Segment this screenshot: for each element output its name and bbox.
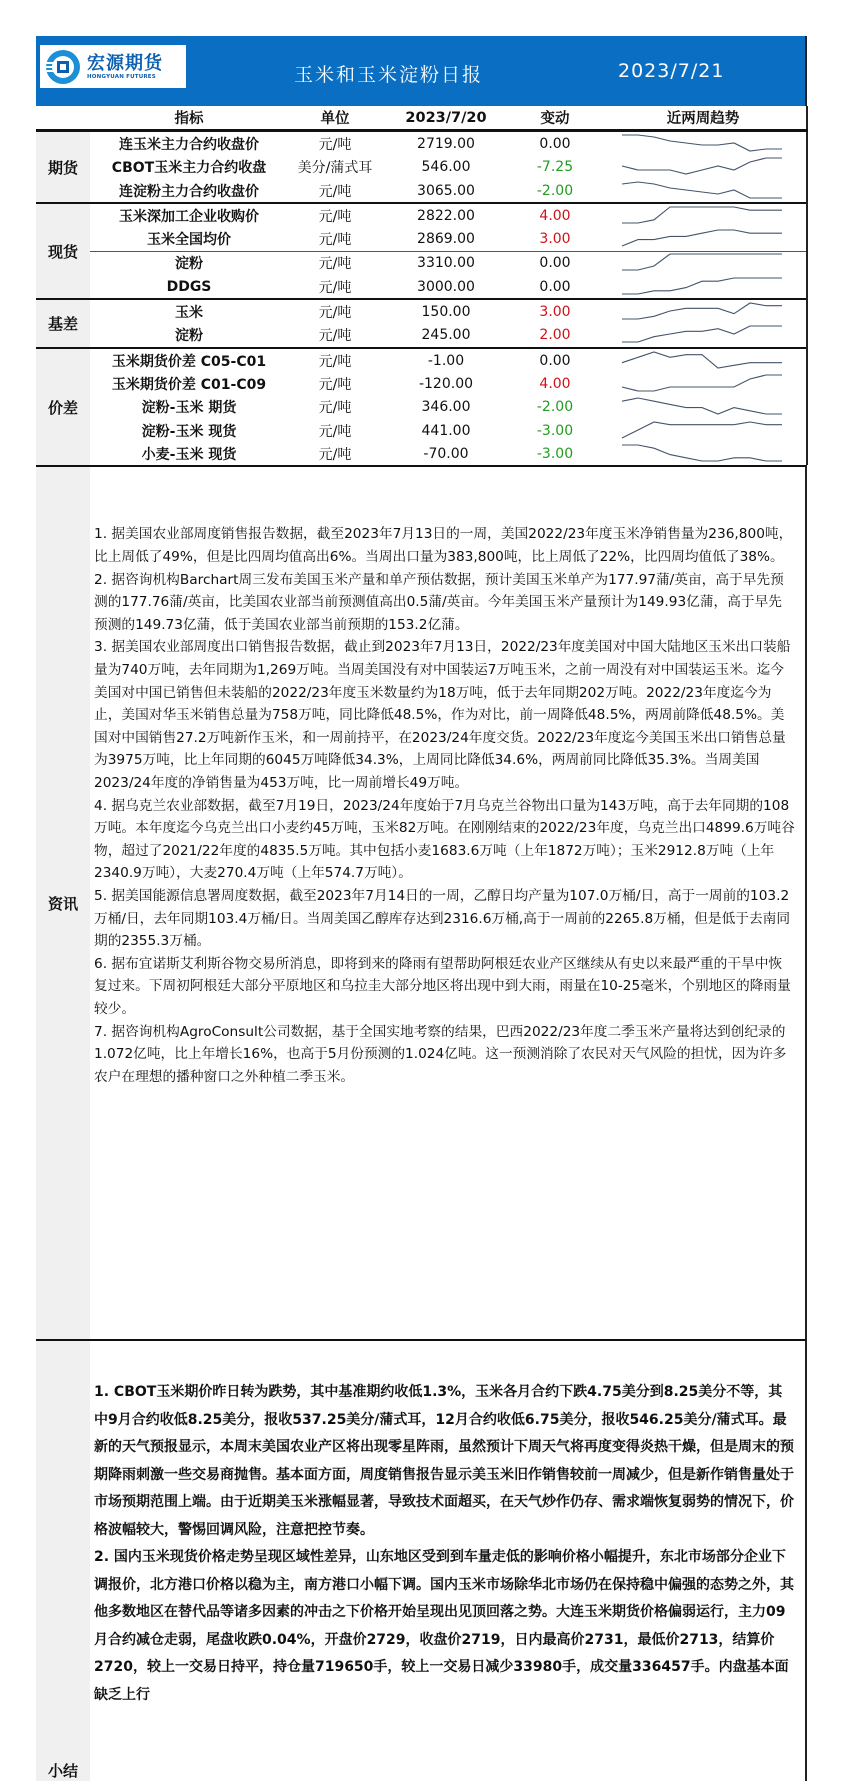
- report-date: 2023/7/21: [618, 60, 725, 82]
- value-cell: -1.00: [382, 348, 510, 372]
- change-cell: -7.25: [536, 159, 574, 176]
- change-cell: 0.00: [539, 135, 571, 152]
- trend-sparkline: [600, 442, 807, 465]
- table-row: [36, 372, 807, 395]
- value-cell: 3310.00: [382, 251, 510, 275]
- indicator-cell: 玉米全国均价: [147, 232, 231, 249]
- table-row: [36, 227, 807, 251]
- value-cell: 3065.00: [417, 182, 475, 199]
- indicator-cell: 连玉米主力合约收盘价: [119, 136, 259, 153]
- unit-cell: 元/吨: [288, 299, 382, 323]
- change-cell: 0.00: [510, 251, 600, 275]
- change-cell: -2.00: [536, 399, 574, 416]
- report-title: 玉米和玉米淀粉日报: [294, 64, 484, 86]
- table-row: [36, 179, 807, 203]
- change-cell: 2.00: [539, 327, 571, 344]
- category-label: 现货: [36, 203, 90, 299]
- unit-cell: 元/吨: [288, 203, 382, 227]
- table-row: [36, 324, 807, 348]
- logo-chinese-name: 宏源期货: [87, 52, 163, 74]
- table-row: [36, 156, 807, 179]
- category-label: 基差: [36, 299, 90, 348]
- header-change: 变动: [510, 106, 600, 131]
- header-category: [36, 106, 90, 131]
- indicator-cell: 淀粉-玉米 现货: [141, 423, 237, 440]
- category-label: 期货: [36, 131, 90, 203]
- trend-sparkline: [600, 324, 807, 348]
- news-item: 7. 据咨询机构AgroConsult公司数据，基于全国实地考察的结果，巴西2022/23年度二季玉米产量将达到创纪录的1.072亿吨，比上年增长16%，也高于5月份预测的1.024亿吨。这一预测消除了农民对天气风险的担忧，因为许多农户在理想的播种窗口之外种植二季玉米。: [94, 1023, 787, 1085]
- header-indicator: 指标: [90, 106, 288, 131]
- table-row: [36, 442, 807, 465]
- change-cell: 4.00: [539, 375, 571, 392]
- table-row: [36, 348, 807, 372]
- report-page: [36, 36, 807, 1781]
- news-body: [90, 467, 805, 1339]
- indicator-cell: 淀粉: [90, 251, 288, 275]
- table-row: [36, 131, 807, 156]
- table-row: [36, 203, 807, 227]
- summary-label: 小结: [36, 1341, 90, 1781]
- table-row: [36, 299, 807, 323]
- value-cell: 346.00: [421, 399, 471, 416]
- trend-sparkline: [600, 227, 807, 251]
- table-row: [36, 396, 807, 419]
- table-row: [36, 419, 807, 442]
- category-label: 价差: [36, 348, 90, 465]
- indicator-cell: 淀粉-玉米 期货: [141, 400, 237, 417]
- unit-cell: 元/吨: [318, 376, 352, 393]
- news-label: 资讯: [36, 467, 90, 1339]
- value-cell: 245.00: [421, 327, 471, 344]
- summary-body: [90, 1341, 805, 1781]
- indicator-cell: CBOT玉米主力合约收盘: [111, 160, 267, 177]
- value-cell: 2719.00: [417, 135, 475, 152]
- trend-sparkline: [600, 203, 807, 227]
- trend-sparkline: [600, 396, 807, 419]
- unit-cell: 元/吨: [288, 251, 382, 275]
- company-logo: [40, 45, 186, 88]
- unit-cell: 元/吨: [318, 328, 352, 345]
- unit-cell: 元/吨: [318, 400, 352, 417]
- value-cell: -120.00: [418, 375, 474, 392]
- trend-sparkline: [600, 251, 807, 275]
- summary-item: 2. 国内玉米现货价格走势呈现区域性差异，山东地区受到到车量走低的影响价格小幅提升，东北市场部分企业下调报价，北方港口价格以稳为主，南方港口小幅下调。国内玉米市场除华北市场仍在保持稳中偏强的态势之外，其他多数地区在替代品等诸多因素的冲击之下价格开始呈现出见顶回落之势。大连玉米期货价格偏弱运行，主力09月合约减仓走弱，尾盘收跌0.04%，开盘价2729，收盘价2719，日内最高价2731，最低价2713，结算价2720，较上一交易日持平，持仓量719650手，较上一交易日减少33980手，成交量336457手。内盘基本面缺乏上行: [94, 1549, 794, 1703]
- unit-cell: 元/吨: [318, 136, 352, 153]
- trend-sparkline: [600, 348, 807, 372]
- indicator-cell: 连淀粉主力合约收盘价: [119, 183, 259, 200]
- table-header-row: [36, 106, 807, 131]
- change-cell: 3.00: [510, 299, 600, 323]
- value-cell: 546.00: [421, 159, 471, 176]
- indicator-table: [36, 106, 808, 465]
- news-item: 4. 据乌克兰农业部数据，截至7月19日，2023/24年度始于7月乌克兰谷物出口量为143万吨，高于去年同期的108万吨。本年度迄今乌克兰出口小麦约45万吨，玉米82万吨。在刚刚结束的2022/23年度，乌克兰出口4899.6万吨谷物，超过了2021/22年度的4835.5万吨。其中包括小麦1683.6万吨（上年1872万吨）；玉米2912.8万吨（上年2340.9万吨），大麦270.4万吨（上年574.7万吨）。: [94, 797, 795, 882]
- change-cell: 4.00: [510, 203, 600, 227]
- report-header: [36, 36, 807, 106]
- change-cell: -3.00: [536, 445, 574, 462]
- unit-cell: 元/吨: [318, 232, 352, 249]
- indicator-cell: 玉米: [90, 299, 288, 323]
- unit-cell: 元/吨: [318, 183, 352, 200]
- indicator-cell: 淀粉: [175, 328, 203, 345]
- change-cell: -2.00: [536, 182, 574, 199]
- value-cell: 2869.00: [417, 231, 475, 248]
- value-cell: 441.00: [421, 422, 471, 439]
- unit-cell: 元/吨: [288, 348, 382, 372]
- change-cell: 0.00: [539, 278, 571, 295]
- summary-item: 1. CBOT玉米期价昨日转为跌势，其中基准期约收低1.3%，玉米各月合约下跌4.75美分到8.25美分不等，其中9月合约收低8.25美分，报收537.25美分/蒲式耳，12月合约收低6.75美分，报收546.25美分/蒲式耳。最新的天气预报显示，本周末美国农业产区将出现零星阵雨，虽然预计下周天气将再度变得炎热干燥，但是周末的预期降雨刺激一些交易商抛售。基本面方面，周度销售报告显示美玉米旧作销售较前一周减少，但是新作销售量处于市场预期范围上端。由于近期美玉米涨幅显著，导致技术面超买，在天气炒作仍存、需求端恢复弱势的情况下，价格波幅较大，警惕回调风险，注意把控节奏。: [94, 1384, 794, 1538]
- news-item: 6. 据布宜诺斯艾利斯谷物交易所消息，即将到来的降雨有望帮助阿根廷农业产区继续从有史以来最严重的干旱中恢复过来。下周初阿根廷大部分平原地区和乌拉圭大部分地区将出现中到大雨，雨量在10-25毫米，个别地区的降雨量较少。: [94, 955, 791, 1017]
- trend-sparkline: [600, 275, 807, 299]
- header-trend: 近两周趋势: [600, 106, 807, 131]
- summary-section: [36, 1339, 807, 1781]
- indicator-cell: DDGS: [166, 278, 212, 295]
- trend-sparkline: [600, 131, 807, 156]
- unit-cell: 美分/蒲式耳: [297, 160, 373, 177]
- value-cell: 2822.00: [382, 203, 510, 227]
- trend-sparkline: [600, 299, 807, 323]
- indicator-cell: 玉米深加工企业收购价: [90, 203, 288, 227]
- news-item: 5. 据美国能源信息署周度数据，截至2023年7月14日的一周，乙醇日均产量为107.0万桶/日，高于一周前的103.2万桶/日，去年同期103.4万桶/日。当周美国乙醇库存达到2316.6万桶,高于一周前的2265.8万桶，但是低于去南同期的2355.3万桶。: [94, 887, 791, 950]
- news-item: 3. 据美国农业部周度出口销售报告数据，截止到2023年7月13日，2022/23年度美国对中国大陆地区玉米出口装船量为740万吨，去年同期为1,269万吨。当周美国没有对中国装运7万吨玉米，之前一周没有对中国装运玉米。迄今美国对中国已销售但未装船的2022/23年度玉米数量约为18万吨，低于去年同期202万吨。2022/23年度迄今为止，美国对华玉米销售总量为758万吨，同比降低48.5%，作为对比，前一周降低48.5%，两周前降低48.5%。美国对中国销售27.2万吨新作玉米，和一周前持平，在2023/24年度交货。2022/23年度迄今美国玉米出口销售总量为3975万吨，比上年同期的6045万吨降低34.3%，上周同比降低34.6%，两周前同比降低35.3%。当周美国2023/24年度的净销售量为453万吨，比一周前增长49万吨。: [94, 639, 791, 791]
- value-cell: 3000.00: [417, 278, 475, 295]
- trend-sparkline: [600, 156, 807, 179]
- header-unit: 单位: [288, 106, 382, 131]
- trend-sparkline: [600, 372, 807, 395]
- change-cell: 0.00: [510, 348, 600, 372]
- unit-cell: 元/吨: [318, 423, 352, 440]
- table-row: [36, 275, 807, 299]
- news-item: 2. 据咨询机构Barchart周三发布美国玉米产量和单产预估数据，预计美国玉米单产为177.97蒲/英亩，高于早先预测的177.76蒲/英亩，比美国农业部当前预测值高出0.5蒲/英亩。今年美国玉米产量预计为149.93亿蒲，高于早先预测的149.73亿蒲，低于美国农业部当前预期的153.2亿蒲。: [94, 571, 784, 633]
- value-cell: -70.00: [423, 445, 469, 462]
- news-section: [36, 465, 807, 1339]
- change-cell: -3.00: [536, 422, 574, 439]
- logo-mark-icon: [45, 49, 81, 85]
- change-cell: 3.00: [539, 231, 571, 248]
- indicator-cell: 玉米期货价差 C05-C01: [90, 348, 288, 372]
- news-item: 1. 据美国农业部周度销售报告数据，截至2023年7月13日的一周，美国2022/23年度玉米净销售量为236,800吨，比上周低了49%，但是比四周均值高出6%。当周出口量为383,800吨，比上周低了22%，比四周均值低了38%。: [94, 526, 793, 566]
- value-cell: 150.00: [382, 299, 510, 323]
- trend-sparkline: [600, 419, 807, 442]
- trend-sparkline: [600, 179, 807, 203]
- indicator-cell: 玉米期货价差 C01-C09: [111, 376, 267, 393]
- unit-cell: 元/吨: [318, 446, 352, 463]
- logo-english-name: HONGYUAN FUTURES: [87, 73, 156, 80]
- indicator-cell: 小麦-玉米 现货: [141, 446, 237, 463]
- unit-cell: 元/吨: [318, 279, 352, 296]
- table-row: [36, 251, 807, 275]
- header-date: 2023/7/20: [382, 106, 510, 131]
